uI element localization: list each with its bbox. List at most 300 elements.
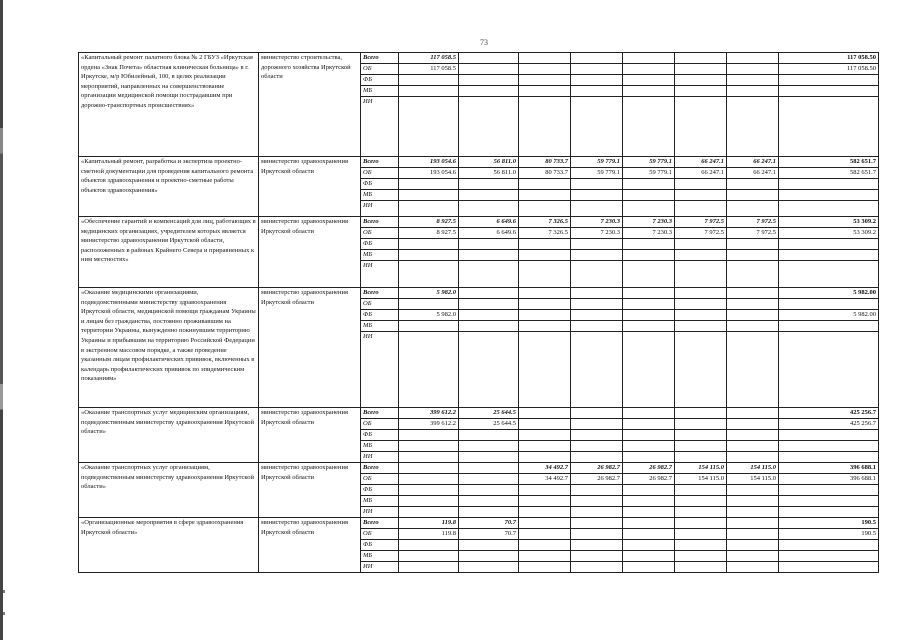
total-cell [779,332,879,408]
table-row [79,217,879,228]
amount-cell [675,239,727,250]
funding-source: ОБ [361,228,399,239]
scan-mark [3,590,5,593]
funding-source: МБ [361,321,399,332]
amount-cell [519,551,571,562]
amount-cell [399,551,459,562]
amount-cell [571,53,623,64]
page-number: 73 [480,38,488,47]
amount-cell [399,463,459,474]
amount-cell: 25 644.5 [459,419,519,430]
amount-cell [571,239,623,250]
table-row [79,157,879,168]
amount-cell [519,518,571,529]
amount-cell [519,321,571,332]
responsible-executor: министерство здравоохранения Иркутской области [259,157,361,217]
amount-cell [399,430,459,441]
amount-cell [459,452,519,463]
amount-cell: 7 230.3 [623,217,675,228]
amount-cell [623,496,675,507]
amount-cell [519,310,571,321]
amount-cell [519,485,571,496]
amount-cell: 154 115.0 [675,474,727,485]
amount-cell [519,452,571,463]
total-cell [779,540,879,551]
amount-cell [571,430,623,441]
amount-cell [571,441,623,452]
amount-cell [519,190,571,201]
amount-cell: 6 649.6 [459,228,519,239]
amount-cell [675,496,727,507]
amount-cell [675,288,727,299]
amount-cell [727,419,779,430]
amount-cell [675,485,727,496]
amount-cell [623,310,675,321]
amount-cell [519,529,571,540]
amount-cell [571,64,623,75]
funding-source: МБ [361,441,399,452]
amount-cell [519,75,571,86]
funding-source: ИИ [361,97,399,157]
total-cell: 117 058.50 [779,53,879,64]
amount-cell [623,540,675,551]
amount-cell [623,529,675,540]
amount-cell [459,288,519,299]
responsible-executor: министерство здравоохранения Иркутской области [259,217,361,288]
total-cell [779,485,879,496]
amount-cell [727,261,779,288]
amount-cell [727,97,779,157]
amount-cell: 26 982.7 [623,474,675,485]
amount-cell: 119.8 [399,529,459,540]
amount-cell [623,288,675,299]
amount-cell [571,288,623,299]
amount-cell: 70.7 [459,529,519,540]
amount-cell: 26 982.7 [623,463,675,474]
activity-description: «Капитальный ремонт, разработка и экспертиза проектно-сметной документации для проведения капитального ремонта объектов здравоохранения и проектно-сметные работы объектов здравоохранения» [79,157,259,217]
responsible-executor: министерство здравоохранения Иркутской области [259,408,361,463]
amount-cell [399,321,459,332]
amount-cell [459,53,519,64]
amount-cell: 117 058.5 [399,64,459,75]
amount-cell: 59 779.1 [623,157,675,168]
amount-cell [399,496,459,507]
total-cell: 396 688.1 [779,474,879,485]
amount-cell [727,239,779,250]
amount-cell [727,201,779,217]
amount-cell [571,75,623,86]
funding-source: ОБ [361,419,399,430]
amount-cell [623,562,675,573]
funding-source: ОБ [361,299,399,310]
amount-cell [675,250,727,261]
amount-cell [727,441,779,452]
amount-cell [571,332,623,408]
funding-source: Всего [361,157,399,168]
amount-cell [727,540,779,551]
amount-cell: 154 115.0 [675,463,727,474]
amount-cell [623,64,675,75]
amount-cell: 8 927.5 [399,228,459,239]
amount-cell: 399 612.2 [399,419,459,430]
amount-cell: 80 733.7 [519,157,571,168]
amount-cell [571,507,623,518]
amount-cell [675,562,727,573]
funding-source: ИИ [361,201,399,217]
amount-cell [519,97,571,157]
amount-cell: 399 612.2 [399,408,459,419]
amount-cell [571,299,623,310]
amount-cell [623,551,675,562]
amount-cell [399,75,459,86]
amount-cell [571,250,623,261]
amount-cell [727,518,779,529]
funding-source: Всего [361,217,399,228]
funding-source: МБ [361,496,399,507]
amount-cell: 56 811.0 [459,168,519,179]
amount-cell [623,261,675,288]
amount-cell [519,86,571,97]
amount-cell [399,86,459,97]
amount-cell: 193 054.6 [399,157,459,168]
amount-cell [675,441,727,452]
amount-cell: 56 811.0 [459,157,519,168]
total-cell [779,250,879,261]
amount-cell [519,288,571,299]
amount-cell [459,310,519,321]
amount-cell [727,408,779,419]
total-cell: 582 651.7 [779,168,879,179]
amount-cell [519,332,571,408]
amount-cell [623,441,675,452]
funding-source: ОБ [361,529,399,540]
amount-cell [571,310,623,321]
total-cell [779,299,879,310]
amount-cell [459,179,519,190]
amount-cell [459,75,519,86]
funding-source: Всего [361,53,399,64]
amount-cell [571,179,623,190]
amount-cell: 7 972.5 [727,228,779,239]
funding-source: ОБ [361,474,399,485]
amount-cell [519,201,571,217]
amount-cell [623,86,675,97]
amount-cell: 59 779.1 [623,168,675,179]
amount-cell: 154 115.0 [727,474,779,485]
amount-cell: 7 972.5 [675,217,727,228]
amount-cell [459,97,519,157]
amount-cell: 59 779.1 [571,168,623,179]
funding-source: ИИ [361,452,399,463]
amount-cell [459,485,519,496]
total-cell [779,562,879,573]
amount-cell [675,64,727,75]
amount-cell [519,496,571,507]
amount-cell [459,562,519,573]
amount-cell [399,474,459,485]
amount-cell [675,86,727,97]
funding-source: ФБ [361,179,399,190]
amount-cell [727,53,779,64]
amount-cell [519,507,571,518]
funding-source: МБ [361,551,399,562]
amount-cell [727,310,779,321]
total-cell: 425 256.7 [779,408,879,419]
total-cell: 53 309.2 [779,228,879,239]
amount-cell [399,441,459,452]
amount-cell: 7 326.5 [519,228,571,239]
amount-cell [675,419,727,430]
table-row [79,518,879,529]
amount-cell [727,485,779,496]
amount-cell [459,239,519,250]
amount-cell [675,507,727,518]
total-cell: 117 058.50 [779,64,879,75]
amount-cell [727,250,779,261]
amount-cell: 66 247.1 [727,157,779,168]
amount-cell: 7 230.3 [571,228,623,239]
amount-cell [459,474,519,485]
funding-source: ОБ [361,168,399,179]
funding-source: ФБ [361,239,399,250]
amount-cell [459,64,519,75]
amount-cell [571,86,623,97]
amount-cell [459,201,519,217]
total-cell: 425 256.7 [779,419,879,430]
funding-source: ОБ [361,64,399,75]
amount-cell [727,496,779,507]
amount-cell [459,321,519,332]
responsible-executor: министерство здравоохранения Иркутской области [259,518,361,573]
amount-cell [623,485,675,496]
amount-cell [519,64,571,75]
amount-cell [675,179,727,190]
amount-cell [399,190,459,201]
amount-cell [571,518,623,529]
amount-cell: 117 058.5 [399,53,459,64]
total-cell: 190.5 [779,518,879,529]
amount-cell [571,452,623,463]
amount-cell [399,562,459,573]
total-cell [779,86,879,97]
amount-cell [675,332,727,408]
amount-cell [675,408,727,419]
amount-cell [571,496,623,507]
funding-source: ФБ [361,485,399,496]
total-cell [779,75,879,86]
total-cell [779,496,879,507]
amount-cell [623,53,675,64]
amount-cell: 7 326.5 [519,217,571,228]
amount-cell [623,507,675,518]
amount-cell: 119.8 [399,518,459,529]
amount-cell [675,261,727,288]
amount-cell [675,321,727,332]
amount-cell [727,332,779,408]
total-cell: 5 982.00 [779,288,879,299]
total-cell [779,321,879,332]
amount-cell [727,64,779,75]
amount-cell [519,430,571,441]
table-row [79,463,879,474]
amount-cell [459,261,519,288]
amount-cell [571,261,623,288]
amount-cell [399,452,459,463]
funding-source: Всего [361,463,399,474]
total-cell [779,441,879,452]
amount-cell: 66 247.1 [727,168,779,179]
funding-source: ИИ [361,562,399,573]
amount-cell [399,250,459,261]
amount-cell [623,201,675,217]
total-cell [779,97,879,157]
amount-cell [571,540,623,551]
amount-cell [519,239,571,250]
amount-cell [675,540,727,551]
amount-cell: 34 492.7 [519,463,571,474]
funding-source: Всего [361,288,399,299]
amount-cell [399,299,459,310]
amount-cell: 7 972.5 [675,228,727,239]
amount-cell [623,190,675,201]
amount-cell [571,201,623,217]
responsible-executor: министерство здравоохранения Иркутской области [259,288,361,408]
funding-source: ФБ [361,310,399,321]
total-cell [779,201,879,217]
total-cell [779,239,879,250]
total-cell: 53 309.2 [779,217,879,228]
funding-source: Всего [361,408,399,419]
amount-cell [727,321,779,332]
amount-cell: 25 644.5 [459,408,519,419]
amount-cell [675,430,727,441]
amount-cell: 6 649.6 [459,217,519,228]
amount-cell [571,485,623,496]
amount-cell [727,529,779,540]
amount-cell [623,299,675,310]
funding-source: МБ [361,250,399,261]
amount-cell [399,239,459,250]
total-cell [779,179,879,190]
amount-cell [675,97,727,157]
amount-cell: 193 054.6 [399,168,459,179]
total-cell [779,452,879,463]
amount-cell: 34 492.7 [519,474,571,485]
amount-cell [459,463,519,474]
amount-cell [399,179,459,190]
amount-cell [519,179,571,190]
amount-cell [727,75,779,86]
activity-description: «Организационные мероприятия в сфере здравоохранения Иркутской области» [79,518,259,573]
amount-cell: 80 733.7 [519,168,571,179]
amount-cell [571,190,623,201]
budget-table [78,52,879,573]
funding-source: ФБ [361,75,399,86]
total-cell [779,261,879,288]
amount-cell [459,540,519,551]
amount-cell [727,507,779,518]
activity-description: «Оказание медицинскими организациями, подведомственными министерству здравоохранения Иркутской области, медицинской помощи гражданам Украины и лицам без гражданства, постоянно проживавшим на территории Украины, вынужденно покинувшим территорию Украины и прибывшим на территорию Российской Федерации в экстренном массовом порядке, а также проведение указанным лицам профилактических прививок, включенных в календарь профилактических прививок по эпидемическим показаниям» [79,288,259,408]
amount-cell [675,452,727,463]
scan-mark [3,612,5,615]
total-cell: 582 651.7 [779,157,879,168]
amount-cell [459,250,519,261]
amount-cell: 7 230.3 [571,217,623,228]
table-body [79,53,879,573]
activity-description: «Обеспечение гарантий и компенсаций для лиц, работающих в медицинских организациях, учредителем которых является министерство здравоохранения Иркутской области, расположенных в районах Крайнего Севера и приравненных к ним местностях» [79,217,259,288]
total-cell [779,507,879,518]
amount-cell [519,261,571,288]
funding-source: Всего [361,518,399,529]
amount-cell [399,485,459,496]
amount-cell [459,430,519,441]
amount-cell: 26 982.7 [571,463,623,474]
amount-cell: 5 982.0 [399,288,459,299]
amount-cell [459,332,519,408]
scan-edge [0,0,3,640]
amount-cell [727,86,779,97]
amount-cell [623,430,675,441]
amount-cell [519,562,571,573]
amount-cell [727,179,779,190]
amount-cell [727,452,779,463]
activity-description: «Капитальный ремонт палатного блока № 2 ГБУЗ «Иркутская ордена «Знак Почета» областная клиническая больница» в г. Иркутске, м/р Юбилейный, 100, в целях реализации мероприятий, направленных на совершенствование организации медицинской помощи пострадавшим при дорожно-транспортных происшествиях» [79,53,259,157]
amount-cell [623,239,675,250]
amount-cell [571,551,623,562]
amount-cell [623,75,675,86]
amount-cell [675,310,727,321]
amount-cell [519,441,571,452]
total-cell [779,551,879,562]
table-row [79,53,879,64]
amount-cell [727,551,779,562]
amount-cell: 8 927.5 [399,217,459,228]
amount-cell [675,201,727,217]
amount-cell [399,261,459,288]
amount-cell [623,408,675,419]
amount-cell [399,97,459,157]
amount-cell: 59 779.1 [571,157,623,168]
amount-cell [675,190,727,201]
table-row [79,288,879,299]
amount-cell [623,250,675,261]
amount-cell [623,179,675,190]
amount-cell: 70.7 [459,518,519,529]
amount-cell [519,53,571,64]
responsible-executor: министерство строительства, дорожного хозяйства Иркутской области [259,53,361,157]
amount-cell [519,408,571,419]
amount-cell [459,551,519,562]
activity-description: «Оказание транспортных услуг организациям, подведомственным министерству здравоохранения Иркутской области» [79,463,259,518]
activity-description: «Оказание транспортных услуг медицинским организациям, подведомственным министерству здравоохранения Иркутской области» [79,408,259,463]
amount-cell [623,332,675,408]
funding-source: ФБ [361,430,399,441]
amount-cell [675,299,727,310]
table-row [79,408,879,419]
total-cell [779,190,879,201]
amount-cell [571,408,623,419]
amount-cell: 66 247.1 [675,157,727,168]
total-cell: 190.5 [779,529,879,540]
funding-source: МБ [361,86,399,97]
funding-source: ИИ [361,507,399,518]
amount-cell [571,419,623,430]
amount-cell [727,430,779,441]
total-cell: 396 688.1 [779,463,879,474]
amount-cell [519,250,571,261]
amount-cell [623,518,675,529]
amount-cell [459,86,519,97]
